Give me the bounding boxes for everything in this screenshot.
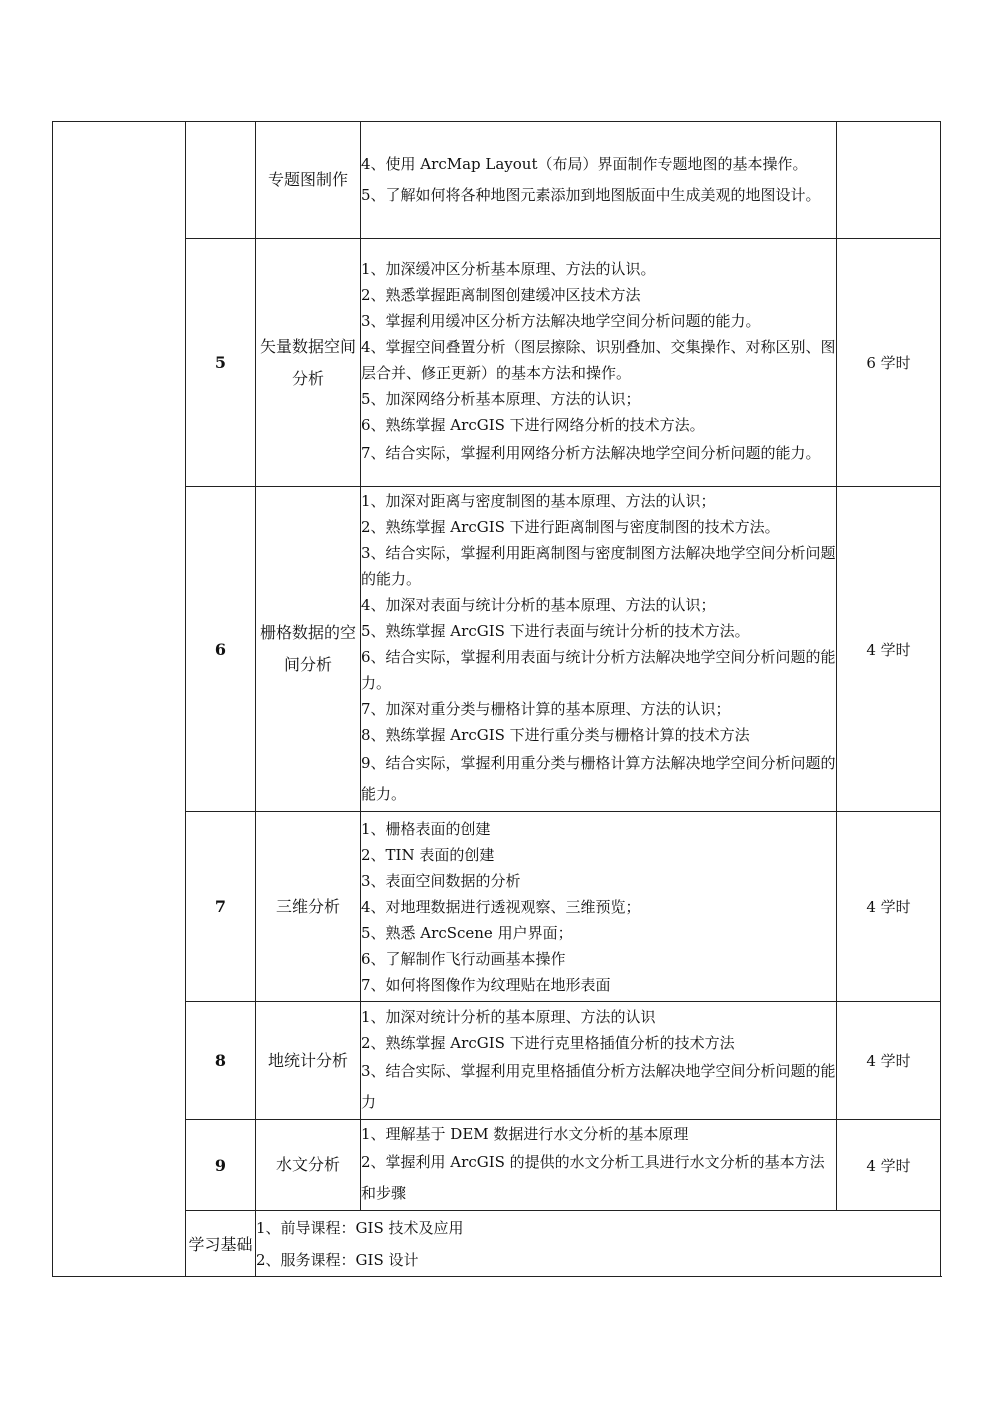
- content-item: 5、加深网络分析基本原理、方法的认识；: [361, 390, 641, 408]
- content-item: 5、了解如何将各种地图元素添加到地图版面中生成美观的地图设计。: [361, 186, 821, 204]
- content-item: 4、对地理数据进行透视观察、三维预览；: [361, 897, 641, 916]
- unit-topic-cell: 矢量数据空间分析: [256, 239, 361, 487]
- content-item: 3、表面空间数据的分析: [361, 871, 521, 890]
- content-item: 1、加深缓冲区分析基本原理、方法的认识。: [361, 260, 656, 278]
- content-item: 5、熟练掌握 ArcGIS 下进行表面与统计分析的技术方法。: [361, 622, 750, 640]
- content-item: 1、栅格表面的创建: [361, 819, 491, 838]
- unit-topic-cell: 栅格数据的空间分析: [256, 487, 361, 812]
- content-item: 5、熟悉 ArcScene 用户界面；: [361, 923, 573, 942]
- unit-topic-cell: 三维分析: [256, 812, 361, 1002]
- content-item: 3、结合实际，掌握利用距离制图与密度制图方法解决地学空间分析问题的能力。: [361, 544, 836, 588]
- table-row: [53, 122, 941, 239]
- content-item: 3、结合实际、掌握利用克里格插值分析方法解决地学空间分析问题的能力: [361, 1061, 836, 1111]
- content-item: 4、使用 ArcMap Layout（布局）界面制作专题地图的基本操作。: [361, 155, 808, 173]
- unit-content-cell: [361, 812, 837, 1002]
- content-item: 3、掌握利用缓冲区分析方法解决地学空间分析问题的能力。: [361, 312, 761, 330]
- content-item: 4、掌握空间叠置分析（图层擦除、识别叠加、交集操作、对称区别、图层合并、修正更新）的基本方法和操作。: [361, 338, 836, 382]
- content-item: 2、掌握利用 ArcGIS 的提供的水文分析工具进行水文分析的基本方法和步骤: [361, 1153, 825, 1202]
- unit-topic-cell: 地统计分析: [256, 1002, 361, 1120]
- unit-number-cell: 9: [186, 1120, 256, 1211]
- unit-content-cell: [361, 239, 837, 487]
- table-row: [53, 487, 941, 812]
- unit-number-cell: 6: [186, 487, 256, 812]
- content-item: 4、加深对表面与统计分析的基本原理、方法的认识；: [361, 596, 716, 614]
- table-row: [53, 812, 941, 1002]
- basis-item: 1、前导课程：GIS 技术及应用: [256, 1218, 464, 1237]
- content-item: 2、熟练掌握 ArcGIS 下进行距离制图与密度制图的技术方法。: [361, 518, 780, 536]
- course-schedule-table: [52, 121, 941, 1277]
- unit-hours-cell: 4 学时: [837, 812, 941, 1002]
- content-item: 6、了解制作飞行动画基本操作: [361, 949, 566, 968]
- basis-item: 2、服务课程：GIS 设计: [256, 1250, 419, 1269]
- content-item: 6、熟练掌握 ArcGIS 下进行网络分析的技术方法。: [361, 416, 705, 434]
- unit-hours-cell: 6 学时: [837, 239, 941, 487]
- content-item: 6、结合实际，掌握利用表面与统计分析方法解决地学空间分析问题的能力。: [361, 648, 836, 692]
- content-item: 7、加深对重分类与栅格计算的基本原理、方法的认识；: [361, 700, 731, 718]
- unit-topic-cell: 专题图制作: [256, 122, 361, 239]
- unit-hours-cell: [837, 122, 941, 239]
- content-item: 9、结合实际，掌握利用重分类与栅格计算方法解决地学空间分析问题的能力。: [361, 754, 836, 803]
- content-item: 1、加深对统计分析的基本原理、方法的认识: [361, 1007, 656, 1026]
- content-item: 8、熟练掌握 ArcGIS 下进行重分类与栅格计算的技术方法: [361, 726, 750, 744]
- unit-number-cell: 8: [186, 1002, 256, 1120]
- unit-hours-cell: 4 学时: [837, 487, 941, 812]
- category-cell: [53, 122, 186, 1277]
- unit-hours-cell: 4 学时: [837, 1002, 941, 1120]
- unit-content-cell: [361, 1002, 837, 1120]
- learning-basis-content: [256, 1211, 941, 1277]
- unit-content-cell: [361, 122, 837, 239]
- content-item: 2、熟悉掌握距离制图创建缓冲区技术方法: [361, 286, 641, 304]
- content-item: 1、加深对距离与密度制图的基本原理、方法的认识；: [361, 492, 716, 510]
- table-row: [53, 239, 941, 487]
- unit-number-cell: 5: [186, 239, 256, 487]
- unit-number-cell: [186, 122, 256, 239]
- content-item: 2、TIN 表面的创建: [361, 845, 495, 864]
- content-item: 7、如何将图像作为纹理贴在地形表面: [361, 975, 611, 994]
- unit-topic-cell: 水文分析: [256, 1120, 361, 1211]
- unit-content-cell: [361, 487, 837, 812]
- content-item: 7、结合实际，掌握利用网络分析方法解决地学空间分析问题的能力。: [361, 444, 821, 462]
- learning-basis-label: 学习基础: [186, 1211, 256, 1277]
- content-item: 2、熟练掌握 ArcGIS 下进行克里格插值分析的技术方法: [361, 1033, 735, 1052]
- table-row: [53, 1120, 941, 1211]
- unit-hours-cell: 4 学时: [837, 1120, 941, 1211]
- unit-content-cell: [361, 1120, 837, 1211]
- table-row: [53, 1002, 941, 1120]
- content-item: 1、理解基于 DEM 数据进行水文分析的基本原理: [361, 1125, 689, 1143]
- unit-number-cell: 7: [186, 812, 256, 1002]
- table-row: [53, 1211, 941, 1277]
